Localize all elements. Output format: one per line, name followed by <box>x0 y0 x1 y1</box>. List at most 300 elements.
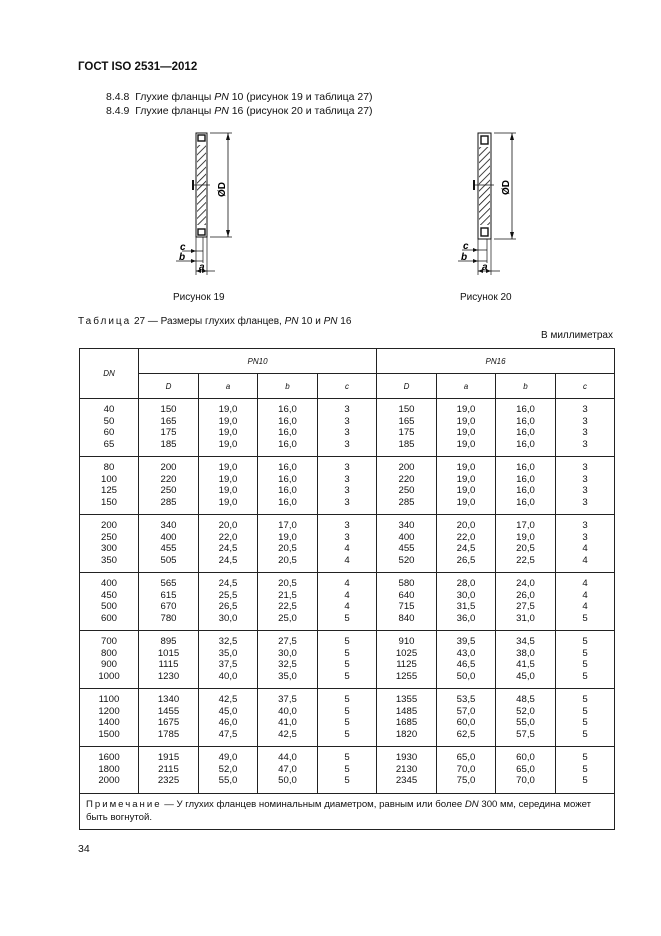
table-value: 30,0 <box>278 647 297 659</box>
table-value: 175 <box>398 427 415 438</box>
document-header: ГОСТ ISO 2531—2012 <box>78 61 198 73</box>
table-value: 5 <box>582 763 588 775</box>
table-value: 55,0 <box>516 717 535 728</box>
value-column-cell <box>199 457 258 515</box>
table-value: 175 <box>160 427 177 438</box>
table-value: 4 <box>582 554 588 566</box>
table-value: 5 <box>344 763 350 775</box>
table-value: 1455 <box>157 705 180 717</box>
table-value: 26,5 <box>218 601 238 612</box>
table-value: 45,0 <box>218 705 238 717</box>
table-value: 34,5 <box>516 636 535 647</box>
table-value: 5 <box>582 636 588 647</box>
table-value: 455 <box>160 543 177 554</box>
table-value: 24,5 <box>218 578 238 589</box>
table-value: 1800 <box>98 763 120 775</box>
table-value: 1685 <box>395 717 418 728</box>
table-value: 5 <box>582 705 588 717</box>
clause-8-4-8: 8.4.8 Глухие фланцы PN 10 (рисунок 19 и таблица 27) <box>106 91 373 103</box>
table-value: 2325 <box>157 775 180 786</box>
table-value: 4 <box>582 601 588 612</box>
table-value: 41,5 <box>516 659 535 670</box>
value-column-cell <box>437 399 496 457</box>
table-value: 715 <box>398 601 415 612</box>
table-value: 4 <box>582 589 588 601</box>
table-value: 1400 <box>98 717 120 728</box>
table-value: 150 <box>160 404 177 415</box>
table-value: 24,5 <box>218 554 238 566</box>
figure-20-drawing <box>458 133 516 275</box>
value-column-cell <box>258 747 318 794</box>
table-value: 1785 <box>157 728 180 740</box>
table-value: 285 <box>398 496 415 508</box>
value-column-cell <box>377 457 437 515</box>
table-value: 19,0 <box>218 427 238 438</box>
value-column-cell <box>437 573 496 631</box>
table-row-group <box>80 631 615 689</box>
table-value: 2345 <box>395 775 418 786</box>
table-value: 5 <box>344 717 350 728</box>
table-value: 16,0 <box>278 415 297 427</box>
table-value: 49,0 <box>218 752 238 763</box>
table-value: 350 <box>100 554 117 566</box>
table-value: 4 <box>344 554 350 566</box>
value-column-cell <box>199 747 258 794</box>
table-value: 500 <box>100 601 117 612</box>
table-value: 200 <box>100 520 117 531</box>
table-value: 27,5 <box>516 601 535 612</box>
table-value: 700 <box>100 636 117 647</box>
value-column-cell <box>377 515 437 573</box>
table-value: 42,5 <box>278 728 297 740</box>
value-column-cell <box>437 747 496 794</box>
table-value: 5 <box>582 647 588 659</box>
table-body <box>80 399 615 794</box>
table-value: 600 <box>100 612 117 624</box>
table-value: 40 <box>103 404 115 415</box>
table-value: 19,0 <box>456 415 476 427</box>
table-value: 37,5 <box>278 694 297 705</box>
table-value: 640 <box>398 589 415 601</box>
table-value: 42,5 <box>218 694 238 705</box>
table-value: 20,0 <box>218 520 238 531</box>
table-value: 670 <box>160 601 177 612</box>
table-value: 16,0 <box>516 462 535 473</box>
value-column-cell <box>318 747 377 794</box>
table-value: 19,0 <box>278 531 297 543</box>
table-value: 46,5 <box>456 659 476 670</box>
value-column-cell <box>496 399 556 457</box>
value-column-cell <box>199 515 258 573</box>
value-column-cell <box>556 631 615 689</box>
table-value: 5 <box>344 612 350 624</box>
table-value: 250 <box>398 485 415 496</box>
table-value: 16,0 <box>516 404 535 415</box>
table-value: 1340 <box>157 694 180 705</box>
value-column-cell <box>258 631 318 689</box>
table-row-group <box>80 515 615 573</box>
table-value: 50 <box>103 415 115 427</box>
table-value: 27,5 <box>278 636 297 647</box>
table-value: 24,5 <box>218 543 238 554</box>
table-value: 2130 <box>395 763 418 775</box>
table-value: 20,0 <box>456 520 476 531</box>
table-value: 4 <box>344 543 350 554</box>
table-value: 60,0 <box>516 752 535 763</box>
table-value: 25,5 <box>218 589 238 601</box>
table-value: 3 <box>582 427 588 438</box>
table-value: 60,0 <box>456 717 476 728</box>
table-value: 31,5 <box>456 601 476 612</box>
table-value: 5 <box>344 705 350 717</box>
value-column-cell <box>199 631 258 689</box>
table-value: 38,0 <box>516 647 535 659</box>
value-column-cell <box>556 689 615 747</box>
table-value: 1485 <box>395 705 418 717</box>
table-value: 22,0 <box>218 531 238 543</box>
table-value: 4 <box>344 589 350 601</box>
table-value: 780 <box>160 612 177 624</box>
table-value: 1355 <box>395 694 418 705</box>
table-value: 125 <box>100 485 117 496</box>
table-value: 19,0 <box>456 438 476 450</box>
flange-dimensions-table <box>79 348 615 830</box>
table-value: 3 <box>344 462 350 473</box>
table-value: 5 <box>582 694 588 705</box>
table-value: 910 <box>398 636 415 647</box>
table-value: 4 <box>344 578 350 589</box>
table-value: 32,5 <box>218 636 238 647</box>
table-value: 44,0 <box>278 752 297 763</box>
table-value: 16,0 <box>516 427 535 438</box>
table-value: 35,0 <box>218 647 238 659</box>
table-value: 340 <box>398 520 415 531</box>
table-value: 24,0 <box>516 578 535 589</box>
table-value: 30,0 <box>456 589 476 601</box>
table-value: 840 <box>398 612 415 624</box>
table-value: 41,0 <box>278 717 297 728</box>
dn-column-cell <box>80 631 139 689</box>
table-value: 5 <box>582 612 588 624</box>
table-value: 285 <box>160 496 177 508</box>
value-column-cell <box>199 689 258 747</box>
table-value: 3 <box>344 496 350 508</box>
table-value: 3 <box>344 485 350 496</box>
value-column-cell <box>496 689 556 747</box>
table-value: 220 <box>160 473 177 485</box>
table-value: 200 <box>398 462 415 473</box>
subheader-cell: c <box>318 374 377 399</box>
value-column-cell <box>377 631 437 689</box>
table-value: 200 <box>160 462 177 473</box>
figure-19-c-label: c <box>180 242 186 253</box>
value-column-cell <box>556 573 615 631</box>
table-value: 400 <box>398 531 415 543</box>
table-value: 1125 <box>396 659 417 670</box>
value-column-cell <box>377 689 437 747</box>
value-column-cell <box>556 457 615 515</box>
header-pn16: PN16 <box>377 349 615 374</box>
value-column-cell <box>258 399 318 457</box>
table-value: 2000 <box>98 775 120 786</box>
table-value: 3 <box>582 462 588 473</box>
value-column-cell <box>318 515 377 573</box>
table-value: 3 <box>582 531 588 543</box>
table-value: 20,5 <box>516 543 535 554</box>
table-value: 19,0 <box>456 427 476 438</box>
header-dn: DN <box>80 349 139 399</box>
value-column-cell <box>318 399 377 457</box>
table-value: 3 <box>344 473 350 485</box>
table-value: 5 <box>344 647 350 659</box>
value-column-cell <box>437 457 496 515</box>
table-value: 1675 <box>157 717 180 728</box>
table-value: 19,0 <box>516 531 535 543</box>
table-value: 165 <box>160 415 177 427</box>
table-value: 19,0 <box>218 438 238 450</box>
table-value: 340 <box>160 520 177 531</box>
table-value: 20,5 <box>278 578 297 589</box>
table-value: 32,5 <box>278 659 297 670</box>
table-value: 800 <box>100 647 117 659</box>
table-value: 65 <box>103 438 115 450</box>
table-value: 150 <box>398 404 415 415</box>
value-column-cell <box>258 457 318 515</box>
value-column-cell <box>318 631 377 689</box>
table-value: 3 <box>582 485 588 496</box>
table-value: 3 <box>582 415 588 427</box>
table-value: 450 <box>100 589 117 601</box>
table-value: 50,0 <box>278 775 297 786</box>
table-value: 52,0 <box>218 763 238 775</box>
table-value: 895 <box>160 636 177 647</box>
table-value: 3 <box>582 438 588 450</box>
table-value: 17,0 <box>516 520 535 531</box>
table-value: 19,0 <box>456 496 476 508</box>
value-column-cell <box>318 689 377 747</box>
figure-19-dia-label: ØD <box>217 182 228 197</box>
table-value: 3 <box>344 531 350 543</box>
table-value: 36,0 <box>456 612 476 624</box>
value-column-cell <box>139 515 199 573</box>
table-value: 5 <box>582 752 588 763</box>
figure-20-caption: Рисунок 20 <box>460 292 512 303</box>
table-value: 100 <box>100 473 117 485</box>
value-column-cell <box>496 457 556 515</box>
table-value: 53,5 <box>456 694 476 705</box>
figure-20-b-label: b <box>461 252 468 263</box>
subheader-cell: c <box>556 374 615 399</box>
value-column-cell <box>199 573 258 631</box>
table-value: 48,5 <box>516 694 535 705</box>
table-value: 26,0 <box>516 589 535 601</box>
value-column-cell <box>258 573 318 631</box>
table-value: 580 <box>398 578 415 589</box>
table-value: 46,0 <box>218 717 238 728</box>
table-value: 185 <box>160 438 177 450</box>
table-value: 45,0 <box>516 670 535 682</box>
value-column-cell <box>496 747 556 794</box>
table-value: 20,5 <box>278 543 297 554</box>
table-value: 165 <box>398 415 415 427</box>
value-column-cell <box>496 515 556 573</box>
dn-column-cell <box>80 747 139 794</box>
table-value: 565 <box>160 578 177 589</box>
table-value: 57,0 <box>456 705 476 717</box>
table-value: 40,0 <box>218 670 238 682</box>
table-note: Примечание — У глухих фланцев номинальным диаметром, равным или более DN 300 мм, середина может быть вогнутой. <box>80 793 615 829</box>
table-value: 185 <box>398 438 415 450</box>
dn-column-cell <box>80 573 139 631</box>
table-value: 22,0 <box>456 531 476 543</box>
dn-column-cell <box>80 515 139 573</box>
flange-figures <box>0 125 661 285</box>
table-value: 615 <box>160 589 177 601</box>
table-value: 16,0 <box>278 485 297 496</box>
table-value: 19,0 <box>218 415 238 427</box>
table-value: 5 <box>344 752 350 763</box>
table-value: 1115 <box>158 659 179 670</box>
value-column-cell <box>139 573 199 631</box>
table-value: 70,0 <box>456 763 476 775</box>
table-value: 3 <box>582 520 588 531</box>
table-value: 520 <box>398 554 415 566</box>
figure-19-a-label: a <box>199 262 205 273</box>
table-value: 1000 <box>98 670 120 682</box>
value-column-cell <box>199 399 258 457</box>
table-value: 1600 <box>98 752 120 763</box>
table-value: 47,0 <box>278 763 297 775</box>
table-value: 55,0 <box>218 775 238 786</box>
table-value: 24,5 <box>456 543 476 554</box>
subheader-cell: b <box>496 374 556 399</box>
value-column-cell <box>258 689 318 747</box>
value-column-cell <box>139 689 199 747</box>
table-row-group <box>80 399 615 457</box>
table-value: 28,0 <box>456 578 476 589</box>
table-value: 1915 <box>157 752 180 763</box>
table-value: 1930 <box>395 752 418 763</box>
table-value: 20,5 <box>278 554 297 566</box>
table-value: 31,0 <box>516 612 535 624</box>
table-value: 5 <box>344 694 350 705</box>
value-column-cell <box>496 573 556 631</box>
value-column-cell <box>139 399 199 457</box>
table-value: 5 <box>582 775 588 786</box>
table-value: 60 <box>103 427 115 438</box>
table-value: 5 <box>582 670 588 682</box>
table-value: 19,0 <box>456 404 476 415</box>
figure-19-b-label: b <box>179 252 186 263</box>
figure-20-dia-label: ØD <box>501 180 512 195</box>
table-value: 39,5 <box>456 636 476 647</box>
table-value: 3 <box>344 415 350 427</box>
table-value: 19,0 <box>456 462 476 473</box>
value-column-cell <box>437 689 496 747</box>
table-value: 16,0 <box>278 496 297 508</box>
subheader-cell: a <box>199 374 258 399</box>
table-value: 57,5 <box>516 728 535 740</box>
table-value: 455 <box>398 543 415 554</box>
table-value: 900 <box>100 659 117 670</box>
subheader-cell: a <box>437 374 496 399</box>
table-value: 4 <box>582 578 588 589</box>
header-pn10: PN10 <box>139 349 377 374</box>
table-value: 37,5 <box>218 659 238 670</box>
value-column-cell <box>139 747 199 794</box>
value-column-cell <box>258 515 318 573</box>
table-value: 17,0 <box>278 520 297 531</box>
table-value: 3 <box>582 496 588 508</box>
table-value: 5 <box>582 728 588 740</box>
table-value: 16,0 <box>516 485 535 496</box>
table-value: 16,0 <box>278 427 297 438</box>
table-value: 62,5 <box>456 728 476 740</box>
table-value: 150 <box>100 496 117 508</box>
value-column-cell <box>437 515 496 573</box>
table-value: 52,0 <box>516 705 535 717</box>
table-value: 30,0 <box>218 612 238 624</box>
table-value: 19,0 <box>218 473 238 485</box>
table-caption: Таблица 27 — Размеры глухих фланцев, PN 10 и PN 16 <box>78 316 352 327</box>
dn-column-cell <box>80 399 139 457</box>
table-value: 16,0 <box>516 496 535 508</box>
value-column-cell <box>496 631 556 689</box>
value-column-cell <box>377 747 437 794</box>
value-column-cell <box>556 399 615 457</box>
table-value: 47,5 <box>218 728 238 740</box>
figure-19-drawing <box>176 133 232 275</box>
value-column-cell <box>318 457 377 515</box>
table-value: 19,0 <box>456 473 476 485</box>
value-column-cell <box>139 457 199 515</box>
table-value: 250 <box>100 531 117 543</box>
table-value: 5 <box>344 659 350 670</box>
table-value: 3 <box>344 520 350 531</box>
table-value: 220 <box>398 473 415 485</box>
table-value: 1100 <box>98 694 120 705</box>
table-value: 3 <box>344 427 350 438</box>
value-column-cell <box>437 631 496 689</box>
value-column-cell <box>556 515 615 573</box>
table-value: 19,0 <box>218 485 238 496</box>
dn-column-cell <box>80 457 139 515</box>
table-value: 300 <box>100 543 117 554</box>
table-value: 25,0 <box>278 612 297 624</box>
table-value: 3 <box>582 404 588 415</box>
table-value: 5 <box>344 636 350 647</box>
table-value: 16,0 <box>516 415 535 427</box>
table-value: 3 <box>344 438 350 450</box>
subheader-cell: D <box>377 374 437 399</box>
table-value: 65,0 <box>516 763 535 775</box>
subheader-cell: D <box>139 374 199 399</box>
dn-column-cell <box>80 689 139 747</box>
table-value: 1015 <box>157 647 180 659</box>
figure-20-c-label: c <box>463 241 469 252</box>
table-value: 1820 <box>395 728 418 740</box>
table-value: 5 <box>344 670 350 682</box>
table-value: 5 <box>582 717 588 728</box>
value-column-cell <box>139 631 199 689</box>
table-value: 1025 <box>395 647 418 659</box>
table-value: 3 <box>582 473 588 485</box>
table-value: 505 <box>160 554 177 566</box>
table-value: 70,0 <box>516 775 535 786</box>
table-value: 19,0 <box>456 485 476 496</box>
value-column-cell <box>377 399 437 457</box>
table-value: 80 <box>103 462 115 473</box>
